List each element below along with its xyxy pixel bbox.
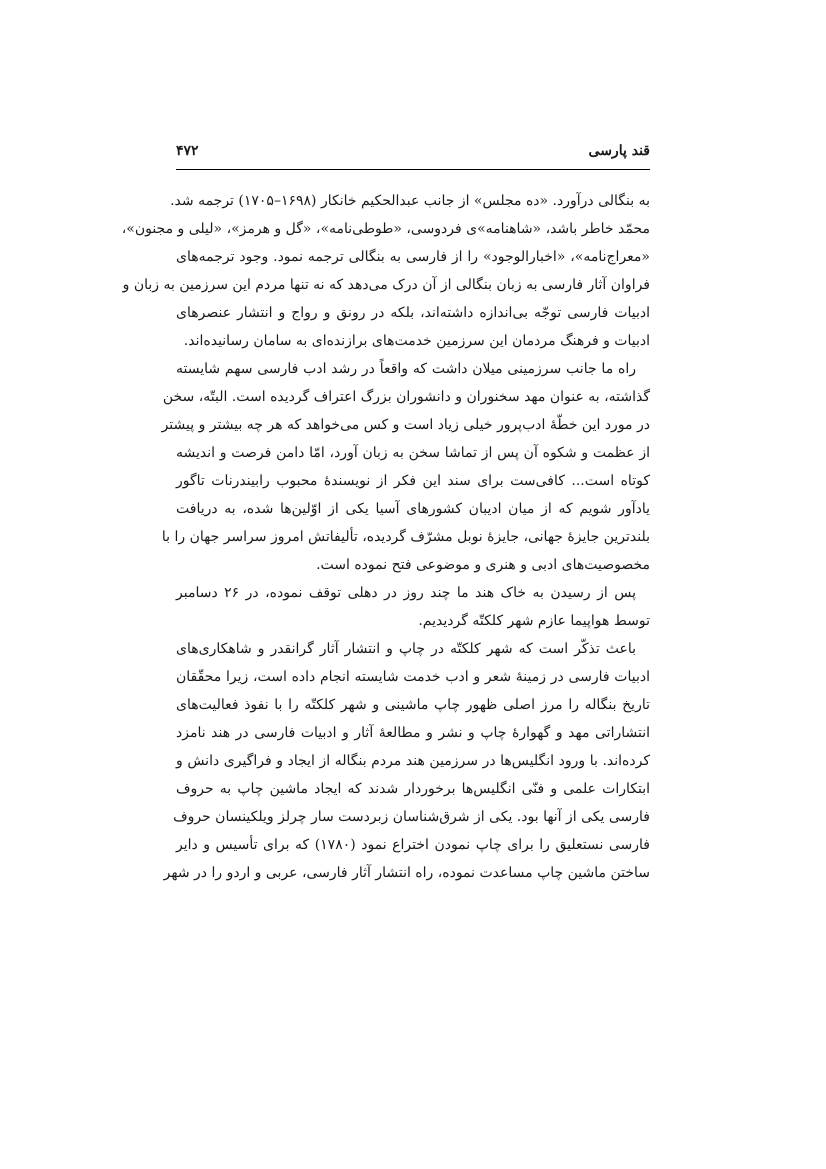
text-line: ادبیات و فرهنگ مردمان این سرزمین خدمت‌های برازنده‌ای به سامان رسانیده‌اند. <box>183 333 650 349</box>
text-line: ادبیات فارسی در زمینهٔ شعر و ادب خدمت شایسته انجام داده است، زیرا محقّقان <box>176 669 650 685</box>
running-title: قند پارسی <box>588 143 650 159</box>
text-line: به بنگالی درآورد. «ده مجلس» از جانب عبدالحکیم خانکار (۱۶۹۸–۱۷۰۵) ترجمه شد. <box>170 193 650 209</box>
text-line: پس از رسیدن به خاک هند ما چند روز در دهلی توقف نموده، در ۲۶ دسامبر <box>176 585 636 601</box>
text-line: در مورد این خطّهٔ ادب‌پرور خیلی زیاد است و کس می‌خواهد که هر چه بیشتر و پیشتر <box>161 417 650 433</box>
text-line: محمّد خاطر باشد، «شاهنامه»ی فردوسی، «طوطی‌نامه»، «گل و هرمز»، «لیلی و مجنون»، <box>121 221 650 237</box>
text-line: کرده‌اند. با ورود انگلیس‌ها در سرزمین هند مردم بنگاله از ایجاد و فراگیری دانش و <box>176 753 650 769</box>
text-line: باعث تذکّر است که شهر کلکتّه در چاپ و انتشار آثار گرانقدر و شاهکاری‌های <box>176 641 636 657</box>
text-line: فراوان آثار فارسی به زبان بنگالی از آن درک می‌دهد که نه تنها مردم این سرزمین به زبان و <box>122 277 650 293</box>
page-header <box>176 143 650 165</box>
text-line: کوتاه است... کافی‌ست برای سند این فکر از نویسندهٔ محبوب رابیندرنات تاگور <box>176 473 650 489</box>
body-text <box>121 187 650 887</box>
text-line: فارسی نستعلیق را برای چاپ نمودن اختراع نمود (۱۷۸۰) که برای تأسیس و دایر <box>176 837 650 853</box>
text-line: تاریخ بنگاله را مرز اصلی ظهور چاپ ماشینی و شهر کلکتّه را با نفوذ فعالیت‌های <box>176 697 650 713</box>
text-line: بلندترین جایزهٔ جهانی، جایزهٔ نوبل مشرّف گردیده، تألیفاتش امروز سراسر جهان را با <box>161 529 650 545</box>
text-line: فارسی یکی از آنها بود. یکی از شرق‌شناسان زبردست سار چرلز ویلکینسان حروف <box>173 809 650 825</box>
text-line: توسط هواپیما عازم شهر کلکتّه گردیدیم. <box>418 613 650 629</box>
text-line: ادبیات فارسی توجّه بی‌اندازه داشته‌اند، بلکه در رونق و رواج و انتشار عنصرهای <box>176 305 650 321</box>
text-line: انتشاراتی مهد و گهوارهٔ چاپ و نشر و مطالعهٔ آثار و ادبیات فارسی در هند نامزد <box>176 725 650 741</box>
page-number: ۴۷۲ <box>176 143 199 159</box>
text-line: راه ما جانب سرزمینی میلان داشت که واقعاً در رشد ادب فارسی سهم شایسته <box>176 361 636 377</box>
text-line: مخصوصیت‌های ادبی و هنری و موضوعی فتح نموده است. <box>316 557 650 573</box>
header-rule <box>176 169 650 170</box>
text-line: ابتکارات علمی و فنّی انگلیس‌ها برخوردار شدند که ایجاد ماشین چاپ به حروف <box>176 781 650 797</box>
text-line: ساختن ماشین چاپ مساعدت نموده، راه انتشار آثار فارسی، عربی و اردو را در شهر <box>163 865 650 881</box>
text-line: یادآور شویم که از میان ادیبان کشورهای آسیا یکی از اوّلین‌ها شده، به دریافت <box>176 501 650 517</box>
text-line: از عظمت و شکوه آن پس از تماشا سخن به زبان آورد، امّا دامن فرصت و اندیشه <box>176 445 650 461</box>
text-line: گذاشته، به عنوان مهد سخنوران و دانشوران بزرگ اعتراف گردیده است. البتّه، سخن <box>162 389 650 405</box>
text-line: «معراج‌نامه»، «اخبارالوجود» را از فارسی به بنگالی ترجمه نمود. وجود ترجمه‌های <box>176 249 650 265</box>
